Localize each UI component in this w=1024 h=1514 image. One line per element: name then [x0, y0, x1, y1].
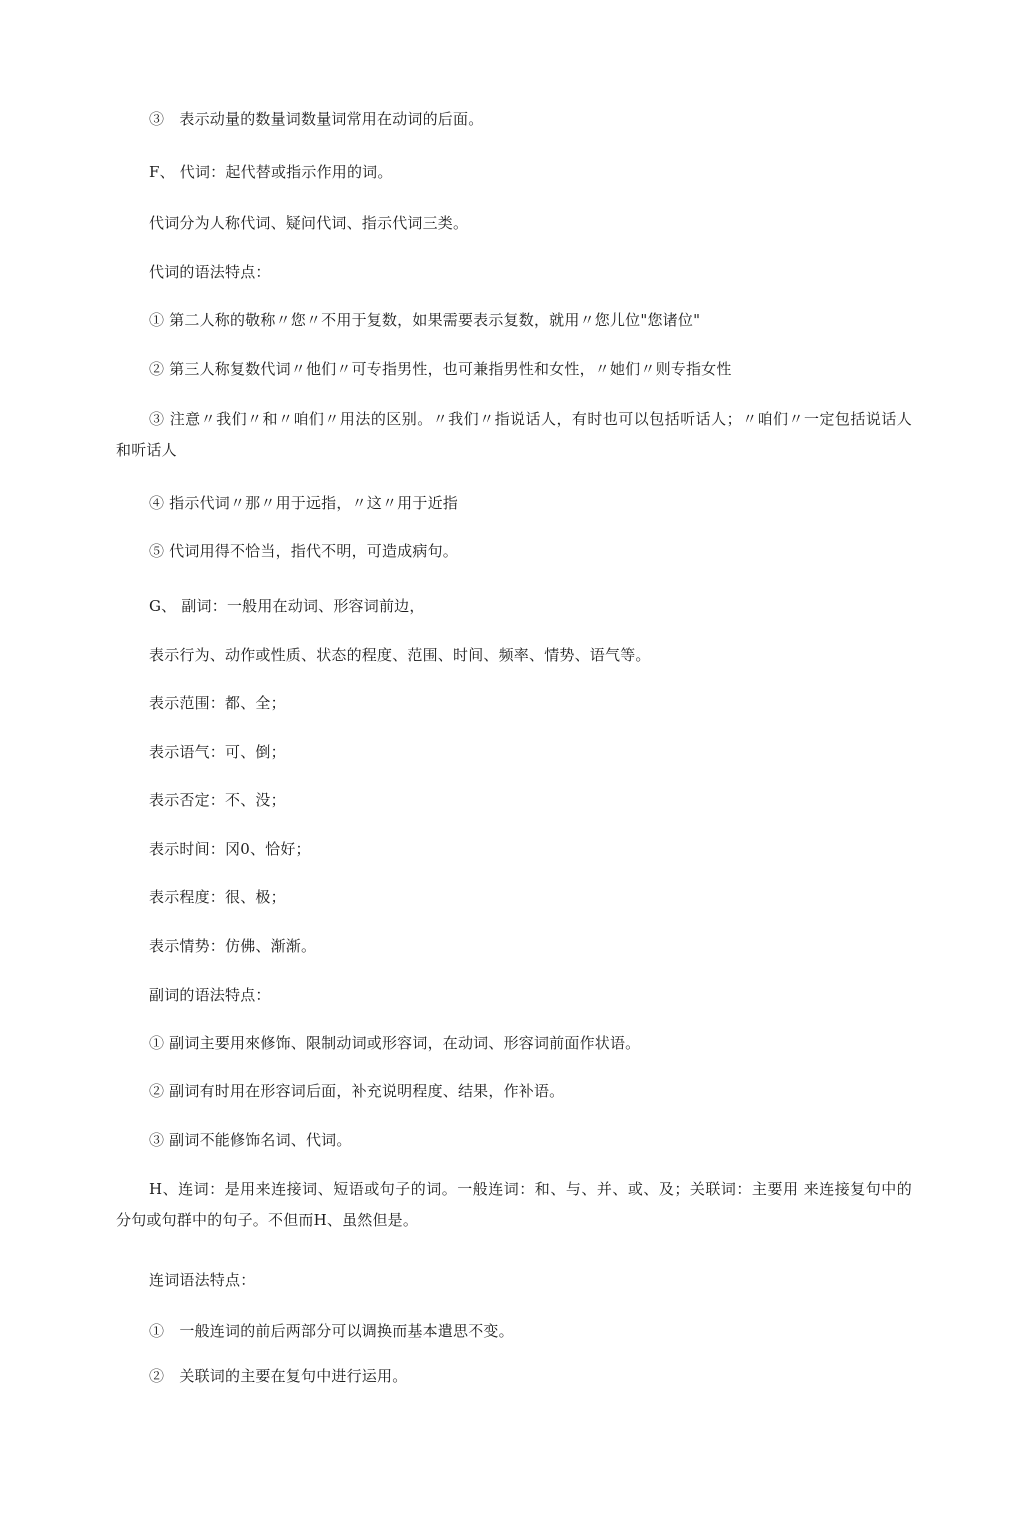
- text-line: 表示语气：可、倒；: [149, 743, 286, 761]
- text-line: ① 第二人称的敬称〃您〃不用于复数，如果需要表示复数，就用〃您儿位"您诸位": [149, 311, 701, 329]
- text-line: 表示情势：仿佛、渐渐。: [149, 937, 317, 955]
- text-line: 表示程度：很、极；: [149, 888, 286, 906]
- text-line: ⑤ 代词用得不恰当，指代不明，可造成病句。: [149, 542, 458, 560]
- text-line: ③ 副词不能修饰名词、代词。: [149, 1131, 352, 1149]
- text-line: 副词的语法特点：: [149, 986, 271, 1004]
- text-line: G、 副词：一般用在动词、形容词前边，: [149, 597, 425, 615]
- text-line: 表示否定：不、没；: [149, 791, 286, 809]
- text-line: ③ 表示动量的数量词数量词常用在动词的后面。: [149, 110, 484, 128]
- text-line: ② 副词有时用在形容词后面，补充说明程度、结果，作补语。: [149, 1082, 565, 1100]
- text-line: 代词分为人称代词、疑问代词、指示代词三类。: [149, 214, 469, 232]
- text-paragraph: H、连词：是用来连接词、短语或句子的词。一般连词：和、与、并、或、及；关联词：主要用 来连接复句中的分句或句群中的句子。不但而H、虽然但是。: [116, 1180, 912, 1229]
- text-line: 表示范围：都、全；: [149, 694, 286, 712]
- text-paragraph: ③ 注意〃我们〃和〃咱们〃用法的区别。〃我们〃指说话人，有时也可以包括听话人；〃咱们〃一定包括说话人和听话人: [116, 410, 912, 459]
- text-line: ① 一般连词的前后两部分可以调换而基本遣思不变。: [149, 1322, 514, 1340]
- text-line: 代词的语法特点：: [149, 263, 271, 281]
- text-line: ④ 指示代词〃那〃用于远指，〃这〃用于近指: [149, 494, 458, 512]
- text-line: ① 副词主要用來修饰、限制动词或形容词，在动词、形容词前面作状语。: [149, 1034, 641, 1052]
- text-line: ② 第三人称复数代词〃他们〃可专指男性，也可兼指男性和女性，〃她们〃则专指女性: [149, 360, 732, 378]
- text-line: F、 代词：起代替或指示作用的词。: [149, 163, 393, 181]
- text-line: ② 关联词的主要在复句中进行运用。: [149, 1367, 408, 1385]
- text-line: 表示时间：冈0、恰好；: [149, 840, 311, 858]
- text-line: 表示行为、动作或性质、状态的程度、范围、时间、频率、情势、语气等。: [149, 646, 651, 664]
- text-line: 连词语法特点：: [149, 1271, 256, 1289]
